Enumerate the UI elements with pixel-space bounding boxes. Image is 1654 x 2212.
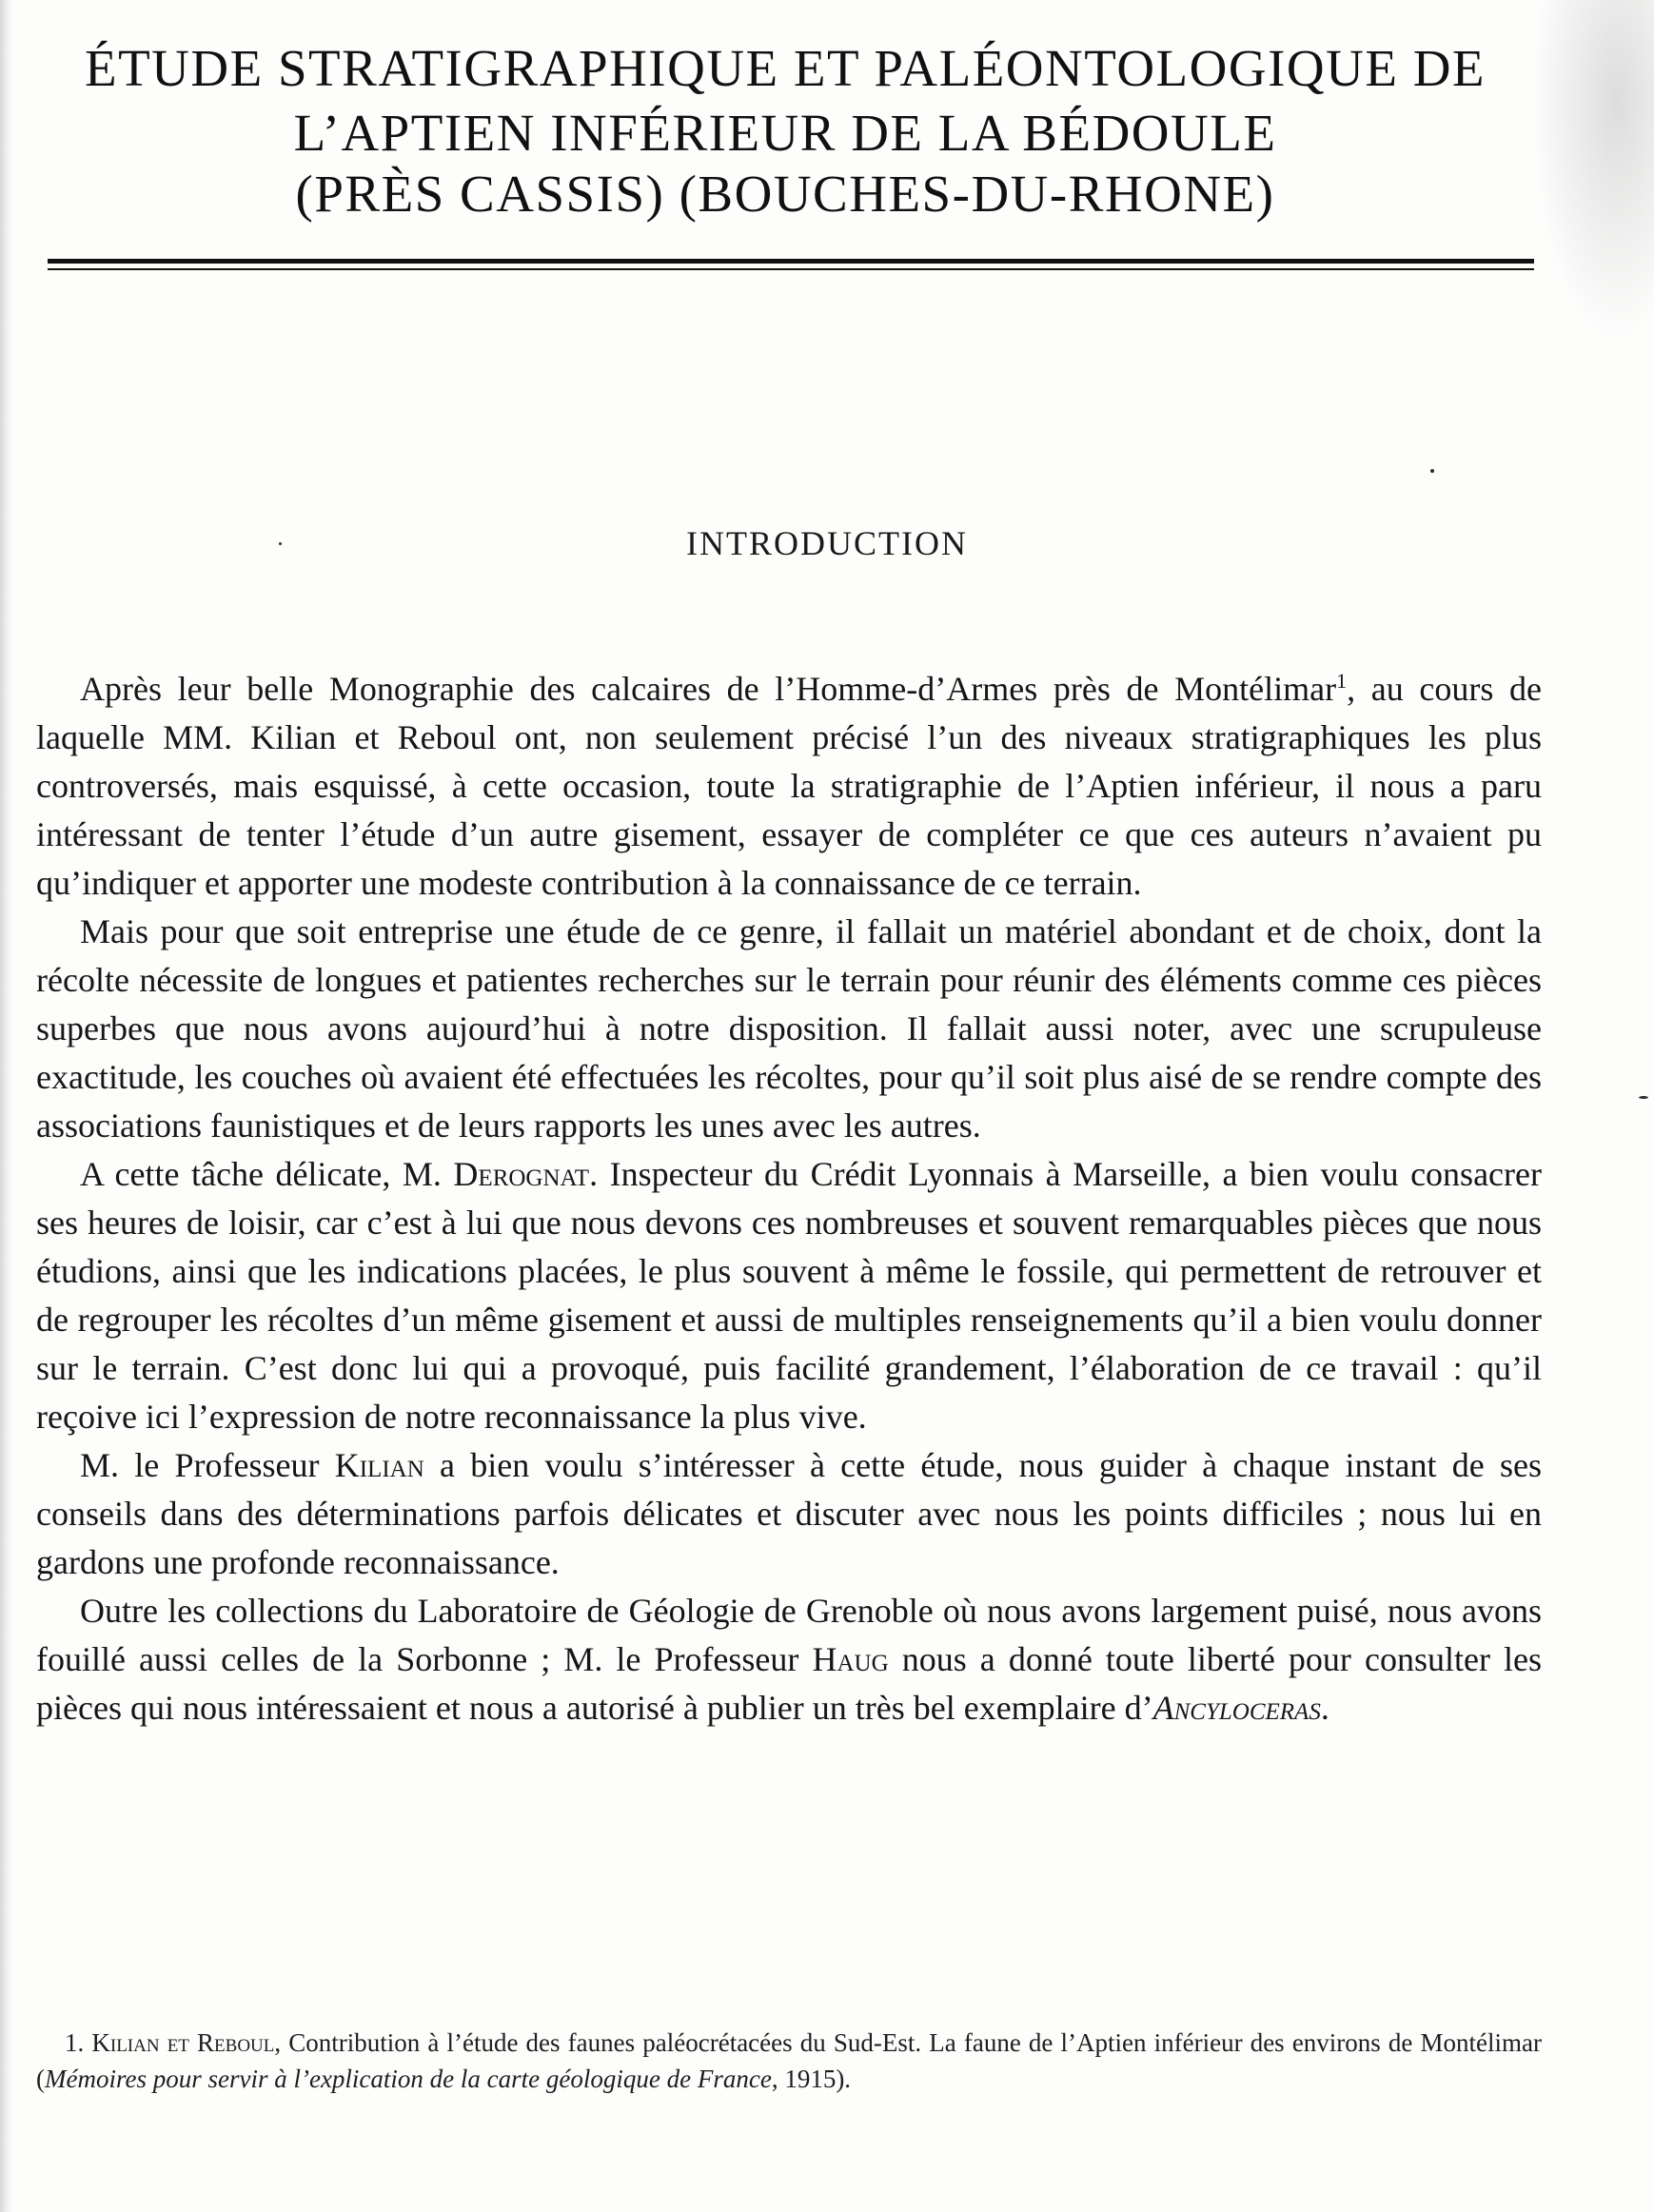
person-name-kilian: Kilian bbox=[334, 1446, 424, 1484]
paragraph-2: Mais pour que soit entreprise une étude de ce genre, il fallait un matériel abondant et de choix, dont la récolte nécessite de longues et patientes recherches sur le terrain pour réunir des éléments comme ces pièces superbes que nous avons aujourd’hui à notre disposition. Il fallait aussi noter, avec une scrupuleuse exactitude, les couches où avaient été effectuées les récoltes, pour qu’il soit plus aisé de se rendre compte des associations faunistiques et de leurs rapports les unes avec les autres. bbox=[36, 912, 1542, 1145]
footnote-series: Mémoires pour servir à l’explication de la carte géologique de France bbox=[45, 2065, 772, 2093]
footnote-text: , Contribution à l’étude des faunes paléocrétacées du Sud-Est. La faune de l’Aptien inférieur des environs de Montélimar ( bbox=[36, 2028, 1542, 2093]
title-line-3: (PRÈS CASSIS) (BOUCHES-DU-RHONE) bbox=[295, 165, 1275, 223]
footnote-marker: 1 bbox=[1336, 669, 1348, 693]
title-rule-thin bbox=[48, 268, 1534, 270]
paragraph-5 bbox=[36, 1587, 1542, 1732]
title-line-2: L’APTIEN INFÉRIEUR DE LA BÉDOULE bbox=[293, 104, 1277, 162]
footnote bbox=[36, 2025, 1542, 2097]
paragraph-1-text-b: , au cours de laquelle MM. Kilian et Reboul ont, non seulement précisé l’un des niveaux stratigraphiques les plus controversés, mais esquissé, à cette occasion, toute la stratigraphie de l’Aptien inférieur, il nous a paru intéressant de tenter l’étude d’un autre gisement, essayer de compléter ce que ces auteurs n’avaient pu qu’indiquer et apporter une modeste contribution à la connaissance de ce terrain. bbox=[36, 670, 1542, 902]
paragraph-4-text-a: M. le Professeur bbox=[80, 1446, 335, 1484]
paragraph-5-text-c: . bbox=[1320, 1689, 1329, 1727]
footnote-year: , 1915). bbox=[771, 2065, 852, 2093]
footnote-authors: Kilian et Reboul bbox=[91, 2028, 275, 2057]
scan-speck bbox=[1639, 1096, 1648, 1099]
paragraph-5-text-b: nous a donné toute liberté pour consulter les pièces qui nous intéressaient et nous a autorisé à publier un très bel exemplaire d’ bbox=[36, 1640, 1542, 1727]
section-heading: INTRODUCTION bbox=[686, 524, 968, 562]
footnote-number: 1. bbox=[65, 2028, 85, 2057]
paragraph-3-text-a: A cette tâche délicate, M. bbox=[80, 1155, 454, 1193]
scan-stain bbox=[1530, 0, 1654, 343]
person-name-haug: Haug bbox=[812, 1640, 889, 1678]
genus-ancyloceras: Ancyloceras bbox=[1152, 1689, 1321, 1727]
title-line-1: ÉTUDE STRATIGRAPHIQUE ET PALÉONTOLOGIQUE DE bbox=[84, 39, 1487, 97]
body-text bbox=[36, 656, 1542, 1732]
paragraph-1-text-a: Après leur belle Monographie des calcaires de l’Homme-d’Armes près de Montélimar bbox=[80, 670, 1337, 708]
paragraph-3-text-b: . Inspecteur du Crédit Lyonnais à Marseille, a bien voulu consacrer ses heures de loisir, car c’est à lui que nous devons ces nombreuses et souvent remarquables pièces que nous étudions, ainsi que les indications placées, le plus souvent à même le fossile, qui permettent de retrouver et de regrouper les récoltes d’un même gisement et aussi de multiples renseignements qu’il a bien voulu donner sur le terrain. C’est donc lui qui a provoqué, puis facilité grandement, l’élaboration de ce travail : qu’il reçoive ici l’expression de notre reconnaissance la plus vive. bbox=[36, 1155, 1542, 1436]
paragraph-4 bbox=[36, 1441, 1542, 1587]
paragraph-3 bbox=[36, 1150, 1542, 1441]
scan-speck bbox=[1430, 469, 1434, 473]
person-name-derognat: Derognat bbox=[453, 1155, 590, 1193]
paragraph-1 bbox=[36, 656, 1542, 908]
title-rule-thick bbox=[48, 259, 1534, 264]
scan-edge bbox=[0, 0, 13, 2212]
paragraph-5-text-a: Outre les collections du Laboratoire de Géologie de Grenoble où nous avons largement puisé, nous avons fouillé aussi celles de la Sorbonne ; M. le Professeur bbox=[36, 1592, 1542, 1678]
paragraph-4-text-b: a bien voulu s’intéresser à cette étude, nous guider à chaque instant de ses conseils dans des déterminations parfois délicates et discuter avec nous les points difficiles ; nous lui en gardons une profonde reconnaissance. bbox=[36, 1446, 1543, 1581]
